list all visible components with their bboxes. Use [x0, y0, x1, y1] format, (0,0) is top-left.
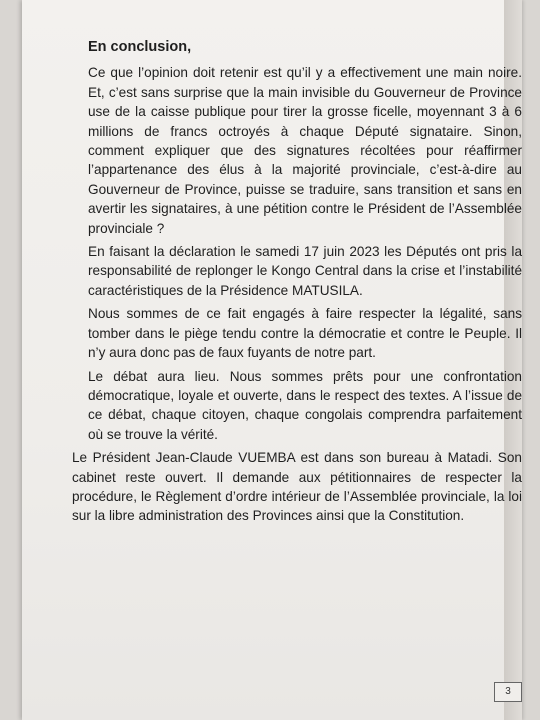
paragraph-4: Le débat aura lieu. Nous sommes prêts pour une confrontation démocratique, loyale et ouverte, dans le respect des textes. A l’issue de ce débat, chaque citoyen, chaque congolais comprendra parfaitement où se trouve la vérité. [88, 368, 522, 442]
paragraph-3: Nous sommes de ce fait engagés à faire respecter la légalité, sans tomber dans le piège tendu contre la démocratie et contre le Peuple. Il n’y aura donc pas de faux fuyants de notre part. [88, 306, 522, 361]
paragraph-1: Ce que l’opinion doit retenir est qu’il y a effectivement une main noire. Et, c’est sans surprise que la main invisible du Gouverneur de Province use de la caisse publique pour tirer la grosse ficelle, moyennant 3 à 6 millions de francs octroyés à chaque Député signataire. Sinon, comment expliquer que des signatures récoltées pour réaffirmer l’appartenance des élus à la majorité provinciale, c’est-à-dire au Gouverneur de Province, puisse se traduire, sans transition et sans en avertir les signataires, à une pétition contre le Président de l’Assemblée provinciale ? [88, 65, 522, 236]
paragraph-2: En faisant la déclaration le samedi 17 juin 2023 les Députés ont pris la responsabilité de replonger le Kongo Central dans la crise et l’instabilité caractéristiques de la Présidence MATUSILA. [88, 244, 522, 298]
section-heading: En conclusion, [88, 39, 192, 55]
document-body [72, 38, 522, 530]
document-page [22, 0, 522, 720]
page-number: 3 [494, 682, 522, 702]
paragraph-5: Le Président Jean-Claude VUEMBA est dans son bureau à Matadi. Son cabinet reste ouvert. Il demande aux pétitionnaires de respecter la procédure, le Règlement d’ordre intérieur de l’Assemblée provinciale, la loi sur la libre administration des Provinces ainsi que la Constitution. [72, 450, 522, 524]
